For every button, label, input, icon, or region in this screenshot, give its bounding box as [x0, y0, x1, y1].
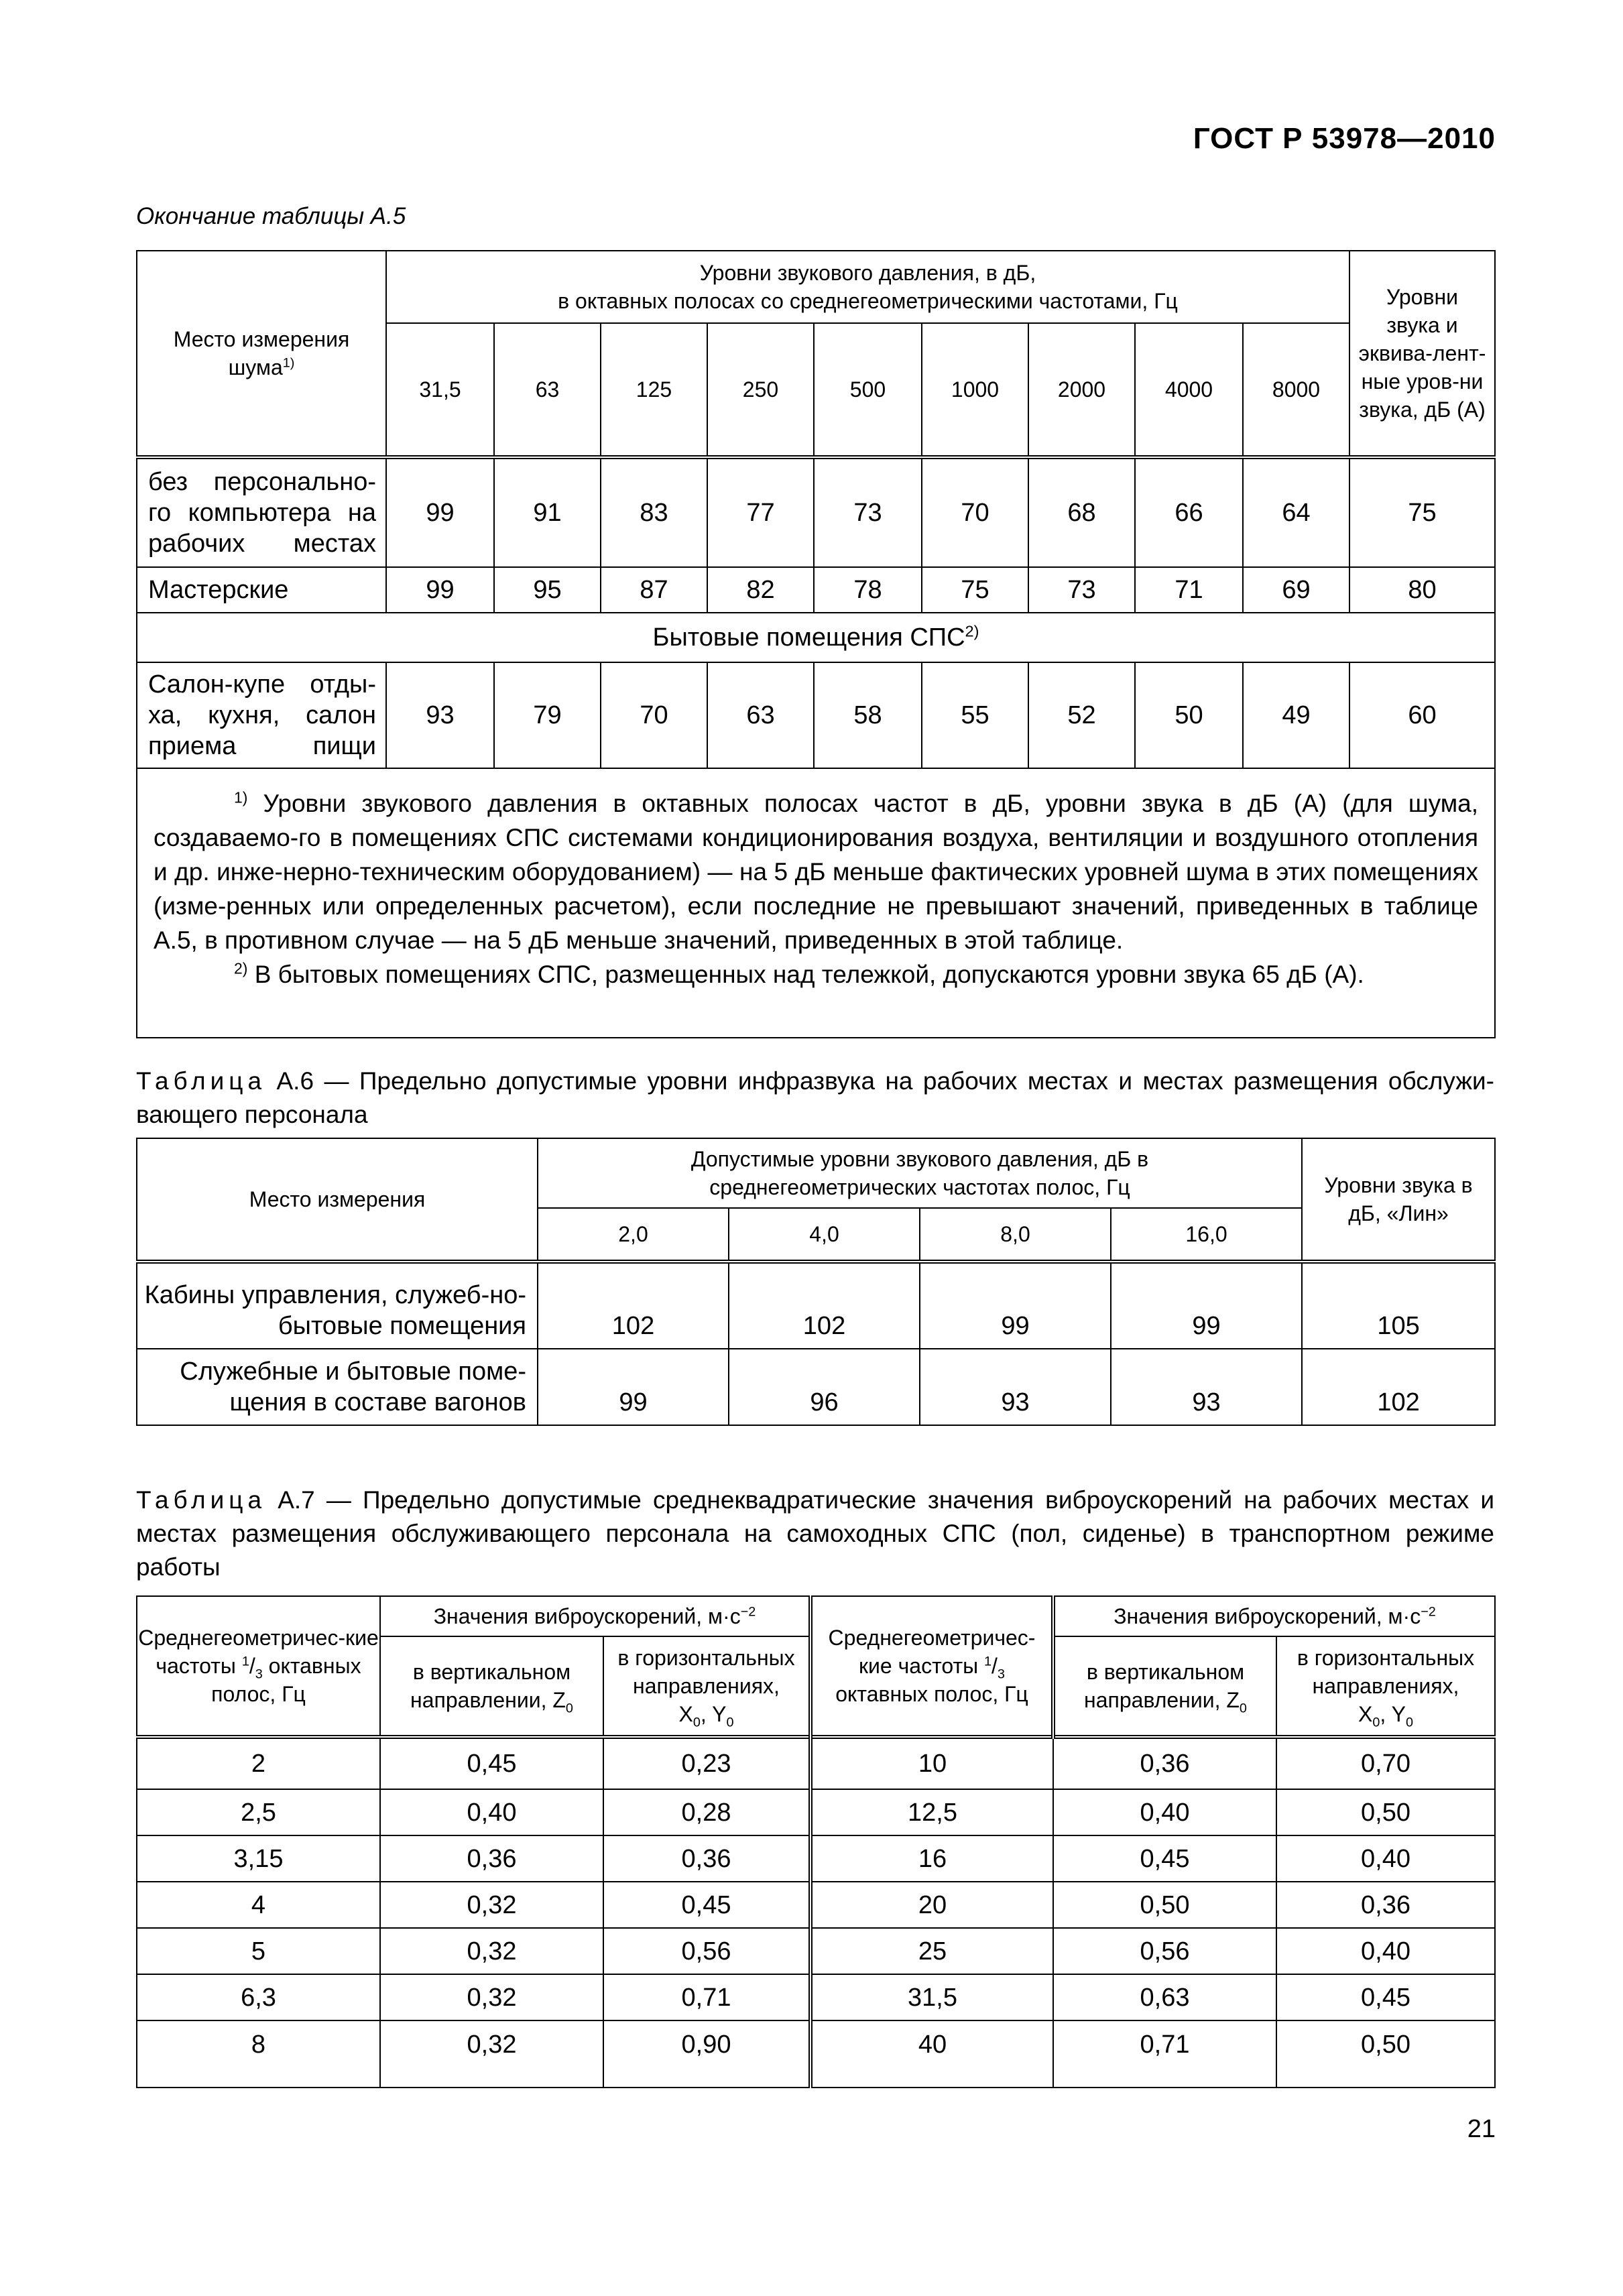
table-row: [137, 662, 1495, 768]
document-header-title: ГОСТ Р 53978—2010: [1193, 122, 1496, 155]
table-cell: 0,50: [1276, 1789, 1495, 1835]
table-cell: 0,40: [1276, 1928, 1495, 1974]
table-cell: 93: [1111, 1349, 1302, 1425]
table-cell: 60: [1349, 662, 1495, 768]
table-a7-caption-text: А.7 — Предельно допустимые среднеквадратические значения виброускорений на рабочих местах и местах размещения обслуживающего персонала на самоходных СПС (пол, сиденье) в транспортном режиме работы: [136, 1486, 1494, 1581]
table-cell: 16: [810, 1835, 1053, 1882]
table-a6: [136, 1138, 1496, 1426]
table-a5-group-title: [137, 613, 1495, 662]
table-cell: 95: [494, 567, 601, 613]
table-row: [137, 457, 1495, 567]
table-a7-horizontal-header-text: в горизонтальных направлениях,: [617, 1646, 795, 1698]
table-cell: 80: [1349, 567, 1495, 613]
footnote-marker: 1): [282, 355, 295, 371]
table-cell: 102: [1302, 1349, 1495, 1425]
footnote-2: [154, 957, 1478, 991]
table-cell: 0,32: [380, 1882, 603, 1928]
table-row: [137, 1974, 1495, 2020]
table-a7-values-header-text: Значения виброускорений, м·с: [433, 1604, 741, 1628]
table-cell: 0,32: [380, 1974, 603, 2020]
table-a7-vertical-header: [380, 1636, 603, 1737]
table-cell: 55: [922, 662, 1028, 768]
table-a5-frequency-header: 63: [494, 323, 601, 457]
table-row: [137, 1928, 1495, 1974]
table-cell: 0,45: [1276, 1974, 1495, 2020]
table-a7-frequency-header-text-2: октавных полос, Гц: [211, 1654, 361, 1706]
table-cell: 0,71: [1053, 2020, 1276, 2088]
table-cell: 102: [729, 1262, 920, 1349]
table-cell: 99: [1111, 1262, 1302, 1349]
table-cell: 70: [922, 457, 1028, 567]
subscript: 0: [565, 1701, 573, 1716]
table-cell: 99: [920, 1262, 1111, 1349]
fraction-denominator: 3: [997, 1667, 1005, 1682]
table-a6-sound-level-header: Уровни звука в дБ, «Лин»: [1302, 1138, 1495, 1262]
table-cell: 0,23: [603, 1737, 810, 1789]
table-cell: 0,70: [1276, 1737, 1495, 1789]
table-cell: 99: [386, 567, 494, 613]
axis-y-label: Y: [712, 1702, 727, 1726]
table-a5-levels-header: [386, 251, 1349, 323]
table-a5-levels-header-line2: в октавных полосах со среднегеометрическими частотами, Гц: [558, 289, 1178, 313]
table-cell: 68: [1028, 457, 1135, 567]
table-cell: 8: [137, 2020, 380, 2088]
fraction-denominator: 3: [255, 1667, 263, 1682]
table-row: [137, 1349, 1495, 1425]
footnote-marker: 2): [965, 622, 979, 640]
table-cell: 0,32: [380, 2020, 603, 2088]
table-cell: 73: [1028, 567, 1135, 613]
axis-x-label: X: [1358, 1702, 1373, 1726]
fraction-numerator: 1: [241, 1654, 249, 1669]
table-cell: 87: [601, 567, 707, 613]
table-cell: 0,36: [1053, 1737, 1276, 1789]
table-a7-values-header: [380, 1596, 810, 1636]
table-cell: 58: [814, 662, 922, 768]
page-number: 21: [1467, 2115, 1496, 2143]
table-cell: 63: [707, 662, 814, 768]
table-a7-values-header: [1053, 1596, 1495, 1636]
table-a5-levels-header-line1: Уровни звукового давления, в дБ,: [699, 261, 1036, 285]
table-cell: 2: [137, 1737, 380, 1789]
table-cell: 0,45: [603, 1882, 810, 1928]
table-a5-place-cell: Мастерские: [137, 567, 386, 613]
table-cell: 0,56: [1053, 1928, 1276, 1974]
table-a6-caption-label: Таблица: [136, 1067, 267, 1095]
table-a5-frequency-header: 250: [707, 323, 814, 457]
table-cell: 75: [1349, 457, 1495, 567]
footnote-1-text: Уровни звукового давления в октавных полосах частот в дБ, уровни звука в дБ (А) (для шума, создаваемо-го в помещениях СПС системами кондиционирования воздуха, вентиляции и воздушного отопления и др. инже-нерно-техническим оборудованием) — на 5 дБ меньше фактических уровней шума в этих помещениях (изме-ренных или определенных расчетом), если последние не превышают значений, приведенных в таблице А.5, в противном случае — на 5 дБ меньше значений, приведенных в этой таблице.: [154, 790, 1478, 954]
table-cell: 12,5: [810, 1789, 1053, 1835]
table-a5-frequency-header: 31,5: [386, 323, 494, 457]
table-cell: 0,45: [1053, 1835, 1276, 1882]
exponent: −2: [740, 1604, 756, 1620]
table-a5-frequency-header: 4000: [1135, 323, 1243, 457]
table-row: [137, 567, 1495, 613]
table-cell: 2,5: [137, 1789, 380, 1835]
table-a5-frequency-header: 8000: [1243, 323, 1349, 457]
table-row: [137, 2020, 1495, 2088]
table-cell: 0,36: [380, 1835, 603, 1882]
table-row: [137, 1882, 1495, 1928]
table-cell: 99: [538, 1349, 729, 1425]
table-a6-caption-text: А.6 — Предельно допустимые уровни инфразвука на рабочих местах и местах размещения обслужи-вающего персонала: [136, 1067, 1494, 1128]
table-cell: 0,90: [603, 2020, 810, 2088]
table-cell: 77: [707, 457, 814, 567]
table-a7-vertical-header-text: в вертикальном направлении, Z: [410, 1660, 571, 1712]
table-a6-place-cell: Кабины управления, служеб-но-бытовые помещения: [137, 1262, 538, 1349]
table-cell: 91: [494, 457, 601, 567]
table-cell: 4: [137, 1882, 380, 1928]
table-row: [137, 1737, 1495, 1789]
table-a6-place-header: Место измерения: [137, 1138, 538, 1262]
table-a7-horizontal-header-text: в горизонтальных направлениях,: [1297, 1646, 1475, 1698]
table-cell: 93: [920, 1349, 1111, 1425]
table-cell: 93: [386, 662, 494, 768]
table-cell: 0,40: [380, 1789, 603, 1835]
table-a7-vertical-header: [1053, 1636, 1276, 1737]
table-a7-caption-label: Таблица: [136, 1486, 267, 1514]
table-a5-frequency-header: 500: [814, 323, 922, 457]
table-cell: 0,45: [380, 1737, 603, 1789]
footnote-marker: 2): [234, 959, 248, 977]
table-cell: 20: [810, 1882, 1053, 1928]
table-a5-sound-level-header: Уровни звука и эквива-лент-ные уров-ни звука, дБ (А): [1349, 251, 1495, 457]
table-a5-place-cell: Салон-купе отды-ха, кухня, салон приема пищи: [137, 662, 386, 768]
table-cell: 96: [729, 1349, 920, 1425]
table-cell: 0,71: [603, 1974, 810, 2020]
table-a7-frequency-header: Среднегеометричес-кие частоты $^1/_3$ октавных полос, Гц: [810, 1596, 1053, 1737]
table-a5-notes: [137, 768, 1495, 1038]
table-cell: 0,50: [1276, 2020, 1495, 2088]
table-cell: 0,40: [1053, 1789, 1276, 1835]
table-cell: 49: [1243, 662, 1349, 768]
table-cell: 10: [810, 1737, 1053, 1789]
table-cell: 0,36: [1276, 1882, 1495, 1928]
subscript: 0: [1239, 1701, 1247, 1716]
table-a5-place-cell: без персонально-го компьютера на рабочих местах: [137, 457, 386, 567]
table-cell: 0,63: [1053, 1974, 1276, 2020]
table-a7-vertical-header-text: в вертикальном направлении, Z: [1084, 1660, 1245, 1712]
table-cell: 25: [810, 1928, 1053, 1974]
table-a6-frequency-header: 8,0: [920, 1208, 1111, 1262]
table-a7-frequency-header: Среднегеометричес-кие частоты $^1/_3$ октавных полос, Гц: [137, 1596, 380, 1737]
table-row: [137, 1835, 1495, 1882]
table-a5-frequency-header: 1000: [922, 323, 1028, 457]
table-a7: [136, 1595, 1496, 2088]
table-cell: 82: [707, 567, 814, 613]
table-row: [137, 1262, 1495, 1349]
table-cell: 78: [814, 567, 922, 613]
table-cell: 0,32: [380, 1928, 603, 1974]
table-a5-place-header-text: Место измерения шума: [173, 327, 350, 379]
table-a7-frequency-header-text: Среднегеометричес-кие частоты: [138, 1626, 379, 1678]
table-row: [137, 1789, 1495, 1835]
footnote-1: [154, 786, 1478, 957]
table-a7-frequency-header-text: Среднегеометричес-кие частоты: [828, 1626, 1036, 1678]
table-a6-frequency-header: 4,0: [729, 1208, 920, 1262]
table-a5-place-header: [137, 251, 386, 457]
footnote-2-text: В бытовых помещениях СПС, размещенных над тележкой, допускаются уровни звука 65 дБ (А).: [254, 961, 1364, 988]
table-cell: 6,3: [137, 1974, 380, 2020]
table-cell: 102: [538, 1262, 729, 1349]
table-cell: 70: [601, 662, 707, 768]
table-cell: 73: [814, 457, 922, 567]
subscript: 0: [726, 1715, 734, 1730]
subscript: 0: [693, 1715, 701, 1730]
table-a7-horizontal-header: в горизонтальных направлениях, $X_0$, $Y_0$: [1276, 1636, 1495, 1737]
table-a5-frequency-header: 125: [601, 323, 707, 457]
table-a6-place-cell: Служебные и бытовые поме-щения в составе вагонов: [137, 1349, 538, 1425]
table-a7-horizontal-header: в горизонтальных направлениях, $X_0$, $Y_0$: [603, 1636, 810, 1737]
table-a7-values-header-text: Значения виброускорений, м·с: [1114, 1604, 1421, 1628]
table-a5: [136, 250, 1496, 1038]
table-cell: 0,50: [1053, 1882, 1276, 1928]
axis-x-label: X: [678, 1702, 693, 1726]
table-cell: 64: [1243, 457, 1349, 567]
table-a7-frequency-header-text-2: октавных полос, Гц: [835, 1682, 1028, 1706]
table-cell: 50: [1135, 662, 1243, 768]
table-cell: 31,5: [810, 1974, 1053, 2020]
table-cell: 69: [1243, 567, 1349, 613]
table-cell: 0,28: [603, 1789, 810, 1835]
table-a7-caption: [136, 1484, 1494, 1584]
table-cell: 40: [810, 2020, 1053, 2088]
table-cell: 0,36: [603, 1835, 810, 1882]
table-cell: 3,15: [137, 1835, 380, 1882]
table-cell: 52: [1028, 662, 1135, 768]
footnote-marker: 1): [234, 788, 248, 806]
table-cell: 66: [1135, 457, 1243, 567]
table-a6-frequency-header: 16,0: [1111, 1208, 1302, 1262]
table-a6-frequency-header: 2,0: [538, 1208, 729, 1262]
fraction-numerator: 1: [984, 1654, 992, 1669]
table-a5-frequency-header: 2000: [1028, 323, 1135, 457]
subscript: 0: [1372, 1715, 1380, 1730]
axis-y-label: Y: [1391, 1702, 1406, 1726]
table-cell: 83: [601, 457, 707, 567]
table-a5-continuation-label: Окончание таблицы А.5: [136, 203, 406, 229]
table-cell: 0,56: [603, 1928, 810, 1974]
table-cell: 5: [137, 1928, 380, 1974]
subscript: 0: [1405, 1715, 1413, 1730]
table-cell: 99: [386, 457, 494, 567]
table-cell: 71: [1135, 567, 1243, 613]
table-cell: 0,40: [1276, 1835, 1495, 1882]
table-a5-group-title-text: Бытовые помещения СПС: [652, 623, 965, 652]
table-cell: 75: [922, 567, 1028, 613]
table-a6-caption: [136, 1065, 1494, 1132]
exponent: −2: [1421, 1604, 1436, 1620]
table-cell: 79: [494, 662, 601, 768]
table-cell: 105: [1302, 1262, 1495, 1349]
table-a6-levels-header: Допустимые уровни звукового давления, дБ в среднегеометрических частотах полос, Гц: [538, 1138, 1302, 1208]
